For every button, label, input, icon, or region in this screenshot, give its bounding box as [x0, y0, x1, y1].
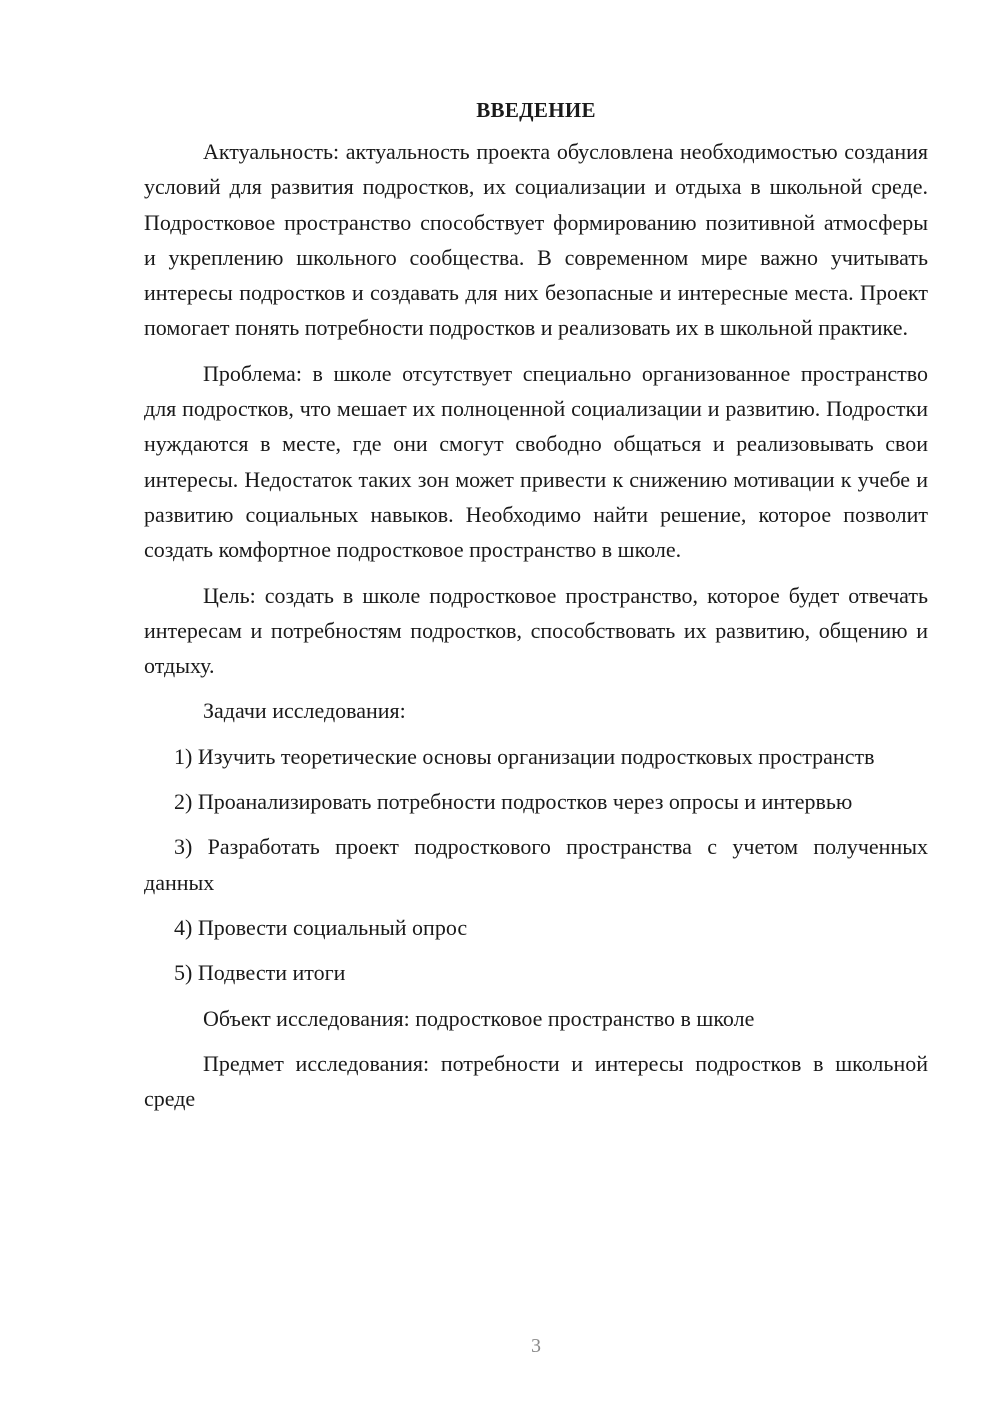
- list-item: 2) Проанализировать потребности подростков через опросы и интервью: [174, 789, 853, 815]
- tasks-title: Задачи исследования:: [203, 698, 406, 724]
- object-paragraph: Объект исследования: подростковое пространство в школе: [203, 1005, 755, 1031]
- list-item: 3) Разработать проект подросткового пространства с учетом полученных данных: [144, 834, 928, 895]
- goal-paragraph: Цель: создать в школе подростковое пространство, которое будет отвечать интересам и потребностям подростков, способствовать их развитию, общению и отдыху.: [144, 582, 928, 679]
- page-number: 3: [531, 1335, 541, 1357]
- relevance-paragraph: Актуальность: актуальность проекта обусловлена необходимостью создания условий для развития подростков, их социализации и отдыха в школьной среде. Подростковое пространство способствует формированию позитивной атмосферы и укреплению школьного сообщества. В современном мире важно учитывать интересы подростков и создавать для них безопасные и интересные места. Проект помогает понять потребности подростков и реализовать их в школьной практике.: [144, 139, 928, 341]
- tasks-list: [144, 739, 928, 991]
- subject-paragraph: Предмет исследования: потребности и интересы подростков в школьной среде: [144, 1050, 928, 1112]
- list-item: 1) Изучить теоретические основы организации подростковых пространств: [174, 743, 875, 769]
- page-content: [144, 96, 928, 1116]
- list-item: 4) Провести социальный опрос: [174, 914, 468, 940]
- list-item: 5) Подвести итоги: [174, 960, 346, 986]
- page-title: ВВЕДЕНИЕ: [476, 98, 596, 122]
- problem-paragraph: Проблема: в школе отсутствует специально организованное пространство для подростков, что мешает их полноценной социализации и развитию. Подростки нуждаются в месте, где они смогут свободно общаться и реализовывать свои интересы. Недостаток таких зон может привести к снижению мотивации к учебе и развитию социальных навыков. Необходимо найти решение, которое позволит создать комфортное подростковое пространство в школе.: [144, 360, 928, 563]
